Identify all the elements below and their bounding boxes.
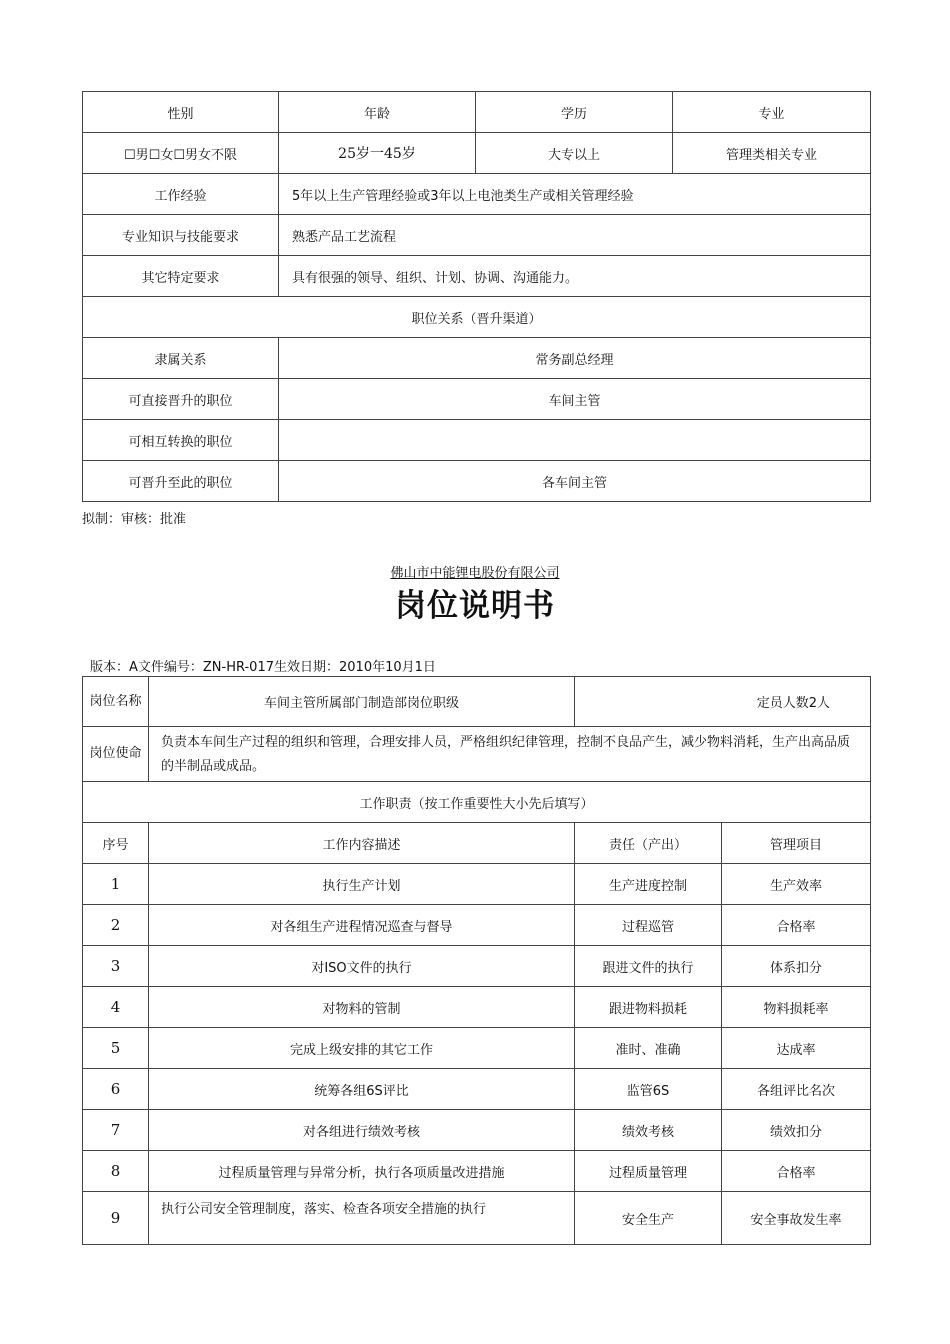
duty-row [83, 987, 871, 1028]
column-header: 管理项目 [722, 823, 871, 864]
duty-row [83, 905, 871, 946]
relation-row [83, 461, 871, 502]
experience-row [83, 174, 871, 215]
duty-row [83, 1069, 871, 1110]
relation-value: 各车间主管 [279, 461, 871, 502]
relation-label: 可相互转换的职位 [83, 420, 279, 461]
duty-item: 安全事故发生率 [722, 1192, 871, 1245]
duty-description: 对各组生产进程情况巡查与督导 [149, 905, 575, 946]
mission-label: 岗位使命 [83, 727, 149, 782]
education-header: 学历 [476, 92, 673, 133]
relations-title-row [83, 297, 871, 338]
approval-line: 拟制：审核：批准 [82, 512, 187, 527]
job-name-label: 岗位名称 [83, 677, 149, 727]
duty-description: 过程质量管理与异常分析，执行各项质量改进措施 [149, 1151, 575, 1192]
duty-number: 4 [83, 987, 149, 1028]
version-line: 版本：A文件编号：ZN-HR-017生效日期：2010年10月1日 [90, 660, 436, 675]
duty-row [83, 1151, 871, 1192]
duty-row [83, 1110, 871, 1151]
duties-header-row [83, 823, 871, 864]
relation-label: 可晋升至此的职位 [83, 461, 279, 502]
duty-output: 过程质量管理 [575, 1151, 722, 1192]
job-name-value: 车间主管所属部门制造部岗位职级 [149, 677, 575, 727]
duty-output: 安全生产 [575, 1192, 722, 1245]
duty-description: 执行生产计划 [149, 864, 575, 905]
duty-output: 绩效考核 [575, 1110, 722, 1151]
duty-item: 达成率 [722, 1028, 871, 1069]
duty-number: 3 [83, 946, 149, 987]
duty-number: 8 [83, 1151, 149, 1192]
headcount: 定员人数2人 [575, 677, 871, 727]
job-description-table [82, 676, 871, 1245]
duty-output: 跟进文件的执行 [575, 946, 722, 987]
duty-output: 过程巡管 [575, 905, 722, 946]
requirements-header-row [83, 92, 871, 133]
company-name: 佛山市中能锂电股份有限公司 [390, 566, 560, 581]
duty-item: 合格率 [722, 1151, 871, 1192]
duties-title-row [83, 782, 871, 823]
duty-row [83, 1192, 871, 1245]
duty-output: 准时、准确 [575, 1028, 722, 1069]
duty-row [83, 946, 871, 987]
duty-output: 跟进物料损耗 [575, 987, 722, 1028]
duty-description: 对各组进行绩效考核 [149, 1110, 575, 1151]
relation-value: 常务副总经理 [279, 338, 871, 379]
requirements-table [82, 91, 871, 502]
other-requirements-value: 具有很强的领导、组织、计划、协调、沟通能力。 [279, 256, 871, 297]
skills-row [83, 215, 871, 256]
duty-number: 7 [83, 1110, 149, 1151]
column-header: 责任（产出） [575, 823, 722, 864]
relation-label: 可直接晋升的职位 [83, 379, 279, 420]
mission-row [83, 727, 871, 782]
duty-output: 生产进度控制 [575, 864, 722, 905]
duty-item: 合格率 [722, 905, 871, 946]
education-value: 大专以上 [476, 133, 673, 174]
column-header: 工作内容描述 [149, 823, 575, 864]
other-requirements-label: 其它特定要求 [83, 256, 279, 297]
skills-value: 熟悉产品工艺流程 [279, 215, 871, 256]
duties-title: 工作职责（按工作重要性大小先后填写） [83, 782, 871, 823]
relation-label: 隶属关系 [83, 338, 279, 379]
gender-value: ☐男☐女☐男女不限 [83, 133, 279, 174]
duty-output: 监管6S [575, 1069, 722, 1110]
major-value: 管理类相关专业 [673, 133, 871, 174]
duty-number: 6 [83, 1069, 149, 1110]
job-name-row [83, 677, 871, 727]
duty-description: 执行公司安全管理制度，落实、检查各项安全措施的执行 [149, 1192, 575, 1245]
age-header: 年龄 [279, 92, 476, 133]
mission-text: 负责本车间生产过程的组织和管理，合理安排人员，严格组织纪律管理，控制不良品产生，减少物料消耗，生产出高品质的半制品或成品。 [149, 727, 871, 782]
relations-section-title: 职位关系（晋升渠道） [83, 297, 871, 338]
column-header: 序号 [83, 823, 149, 864]
duty-item: 绩效扣分 [722, 1110, 871, 1151]
gender-header: 性别 [83, 92, 279, 133]
major-header: 专业 [673, 92, 871, 133]
requirements-value-row [83, 133, 871, 174]
relation-row [83, 379, 871, 420]
duty-number: 5 [83, 1028, 149, 1069]
relation-value [279, 420, 871, 461]
duty-number: 1 [83, 864, 149, 905]
duty-item: 各组评比名次 [722, 1069, 871, 1110]
relation-value: 车间主管 [279, 379, 871, 420]
age-value: 25岁一45岁 [279, 133, 476, 174]
duty-description: 对ISO文件的执行 [149, 946, 575, 987]
document-title: 岗位说明书 [395, 588, 555, 624]
experience-value: 5年以上生产管理经验或3年以上电池类生产或相关管理经验 [279, 174, 871, 215]
experience-label: 工作经验 [83, 174, 279, 215]
duty-row [83, 864, 871, 905]
duty-item: 生产效率 [722, 864, 871, 905]
duty-number: 9 [83, 1192, 149, 1245]
duty-number: 2 [83, 905, 149, 946]
duty-description: 完成上级安排的其它工作 [149, 1028, 575, 1069]
duty-item: 体系扣分 [722, 946, 871, 987]
duty-description: 对物料的管制 [149, 987, 575, 1028]
other-requirements-row [83, 256, 871, 297]
skills-label: 专业知识与技能要求 [83, 215, 279, 256]
relation-row [83, 338, 871, 379]
duty-description: 统筹各组6S评比 [149, 1069, 575, 1110]
duty-item: 物料损耗率 [722, 987, 871, 1028]
relation-row [83, 420, 871, 461]
duty-row [83, 1028, 871, 1069]
